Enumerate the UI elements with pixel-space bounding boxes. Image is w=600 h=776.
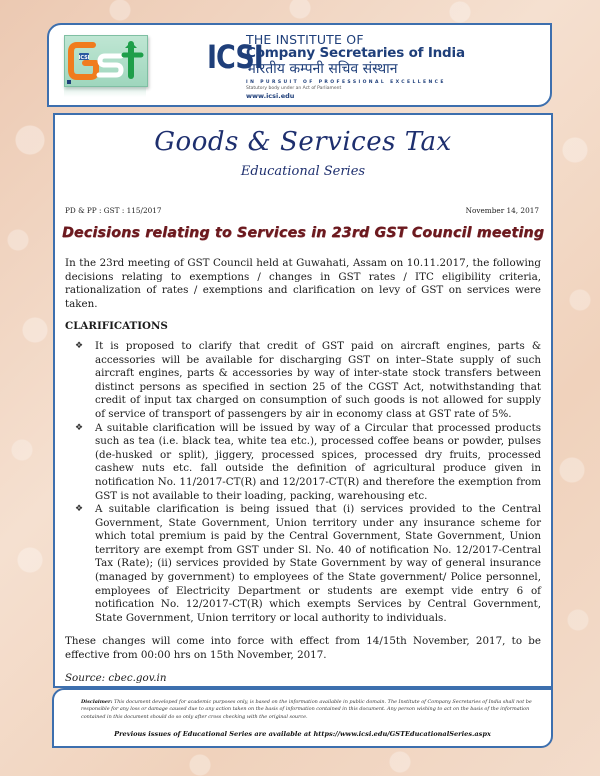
list-item	[75, 339, 541, 422]
institute-line2: Company Secretaries of India	[246, 45, 465, 61]
issue-date: November 14, 2017	[465, 206, 539, 215]
article-body	[65, 257, 541, 685]
page-subtitle: Educational Series	[240, 164, 366, 179]
institute-website-link[interactable]: www.icsi.edu	[246, 92, 295, 100]
diamond-bullet-icon: ❖	[75, 422, 84, 433]
section-heading: CLARIFICATIONS	[65, 320, 168, 333]
article-headline: Decisions relating to Services in 23rd GST Council meeting	[61, 225, 545, 241]
logo-reflection	[64, 87, 146, 97]
effective-date-paragraph: These changes will come into force with effect from 14/15th November, 2017, to be effective from 00:00 hrs on 15th November, 2017.	[65, 635, 541, 662]
page-title: Goods & Services Tax	[154, 127, 452, 157]
institute-name-block	[246, 33, 546, 101]
disclaimer-label: Disclaimer:	[81, 699, 113, 705]
disclaimer-text: This document developed for academic purposes only, is based on the information available in public domain. The Institute of Company Secretaries of India shall not be responsible for any loss or damage caused due to any action taken on the basis of information contained in this document. Any person wishing to act on the basis of the information contained in this document should do so only after cross checking with the original source.	[81, 699, 532, 720]
disclaimer	[81, 699, 537, 721]
institute-line1: THE INSTITUTE OF	[246, 32, 364, 47]
intro-paragraph: In the 23rd meeting of GST Council held at Guwahati, Assam on 10.11.2017, the following decisions relating to exemptions / changes in GST rates / ITC eligibility criteria, rationalization of rates / exemptions and clarification on levy of GST on services were taken.	[65, 257, 541, 310]
institute-hindi-name: भारतीय कम्पनी सचिव संस्थान	[246, 61, 398, 77]
institute-tagline: IN PURSUIT OF PROFESSIONAL EXCELLENCE	[246, 80, 446, 85]
list-item	[75, 503, 541, 625]
statutory-note: Statutory body under an Act of Parliament	[246, 86, 342, 91]
main-content-box	[53, 113, 553, 688]
header-banner	[47, 23, 552, 107]
clarification-text: A suitable clarification is being issued that (i) services provided to the Central Government, State Government, Union territory under any insurance scheme for which total premium is paid by the Central Government, State Government, Union territory are exempt from GST under Sl. No. 40 of notification No. 12/2017-Central Tax (Rate); (ii) services provided by State Government by way of general insurance (managed by government) to employees of the State government/ Police personnel, employees of Electricity Department or students are exempt vide entry 6 of notification No. 12/2017-CT(R) which exempts Services by Central Government, State Government, Union territory or local authority to individuals.	[95, 503, 541, 624]
footer-box	[52, 688, 553, 748]
source-line: Source: cbec.gov.in	[65, 671, 167, 684]
diamond-bullet-icon: ❖	[75, 340, 84, 351]
diamond-bullet-icon: ❖	[75, 504, 84, 515]
list-item	[75, 421, 541, 504]
svg-text:ICSI: ICSI	[78, 55, 90, 61]
gst-logo-icon	[65, 36, 147, 86]
clarifications-list	[65, 340, 541, 625]
previous-issues-link[interactable]: Previous issues of Educational Series are available at https://www.icsi.edu/GSTEducationalSeries.aspx	[114, 730, 491, 738]
clarification-text: It is proposed to clarify that credit of GST paid on aircraft engines, parts & accessories will be available for discharging GST on inter–State supply of such aircraft engines, parts & accessories by way of inter-state stock transfers between distinct persons as specified in section 25 of the CGST Act, notwithstanding that credit of input tax charged on consumption of such goods is not allowed for supply of service of transport of passengers by air in economy class at GST rate of 5%.	[95, 339, 541, 420]
icsi-logo-mark: ICSI	[207, 39, 263, 77]
gst-logo	[64, 35, 148, 87]
reference-number: PD & PP : GST : 115/2017	[65, 206, 162, 215]
clarification-text: A suitable clarification will be issued by way of a Circular that processed products such as tea (i.e. black tea, white tea etc.), processed coffee beans or powder, pulses (de-husked or split), jiggery, processed spices, processed dry fruits, processed cashew nuts etc. fall outside the definition of agricultural produce given in notification No. 11/2017-CT(R) and 12/2017-CT(R) and therefore the exemption from GST is not available to their loading, packing, warehousing etc.	[95, 421, 541, 502]
reference-row	[65, 206, 539, 215]
